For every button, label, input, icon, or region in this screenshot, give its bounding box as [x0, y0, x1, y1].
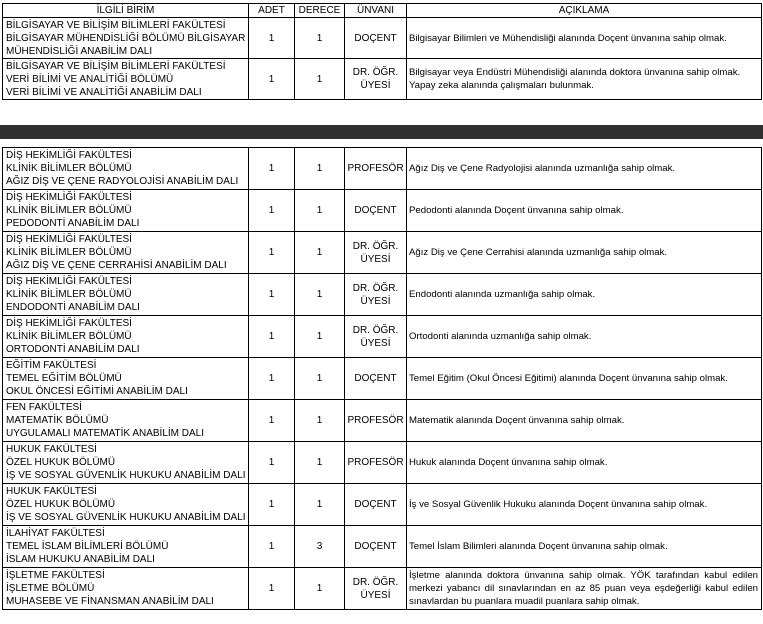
unit-cell	[3, 316, 249, 358]
table-row	[3, 18, 762, 59]
unit-line: KLİNİK BİLİMLER BÖLÜMÜ	[6, 205, 132, 216]
header-title: ÜNVANI	[345, 4, 407, 18]
unit-line: KLİNİK BİLİMLER BÖLÜMÜ	[6, 247, 132, 258]
title-line: ÜYESİ	[360, 253, 391, 265]
degree-cell: 3	[295, 526, 345, 568]
unit-line: PEDODONTİ ANABİLİM DALI	[6, 218, 140, 229]
title-line: ÜYESİ	[360, 337, 391, 349]
unit-line: VERİ BİLİMİ VE ANALİTİĞİ ANABİLİM DALI	[6, 86, 202, 98]
unit-line: VERİ BİLİMİ VE ANALİTİĞİ BÖLÜMÜ	[6, 73, 174, 85]
count-cell: 1	[249, 358, 295, 400]
unit-line: MÜHENDİSLİĞİ ANABİLİM DALI	[6, 45, 153, 57]
title-cell	[345, 568, 407, 610]
unit-cell	[3, 190, 249, 232]
unit-line: KLİNİK BİLİMLER BÖLÜMÜ	[6, 289, 132, 300]
unit-line: AĞIZ DİŞ VE ÇENE RADYOLOJİSİ ANABİLİM DALI	[6, 176, 239, 187]
degree-cell: 1	[295, 400, 345, 442]
unit-line: DİŞ HEKİMLİĞİ FAKÜLTESİ	[6, 318, 132, 329]
degree-cell: 1	[295, 274, 345, 316]
degree-cell: 1	[295, 358, 345, 400]
unit-line: TEMEL EĞİTİM BÖLÜMÜ	[6, 373, 122, 384]
degree-cell: 1	[295, 568, 345, 610]
section-divider-band	[0, 125, 763, 139]
title-line: DR. ÖĞR.	[352, 324, 399, 336]
unit-line: AĞIZ DİŞ VE ÇENE CERRAHİSİ ANABİLİM DALI	[6, 260, 227, 271]
top-table-body	[3, 18, 762, 100]
degree-cell: 1	[295, 59, 345, 100]
unit-line: OKUL ÖNCESİ EĞİTİMİ ANABİLİM DALI	[6, 386, 188, 397]
count-cell: 1	[249, 190, 295, 232]
unit-cell	[3, 232, 249, 274]
title-cell	[345, 190, 407, 232]
unit-line: ÖZEL HUKUK BÖLÜMÜ	[6, 499, 116, 510]
title-line: DOÇENT	[354, 373, 397, 384]
title-line: DOÇENT	[354, 205, 397, 216]
degree-cell: 1	[295, 190, 345, 232]
title-cell	[345, 18, 407, 59]
count-cell: 1	[249, 316, 295, 358]
description-cell: Bilgisayar veya Endüstri Mühendisliği alanında doktora ünvanına sahip olmak. Yapay zeka alanında çalışmaları bulunmak.	[407, 59, 762, 100]
unit-line: EĞİTİM FAKÜLTESİ	[6, 360, 97, 371]
title-cell	[345, 526, 407, 568]
table-row	[3, 358, 762, 400]
unit-line: İSLAM HUKUKU ANABİLİM DALI	[6, 554, 155, 565]
degree-cell: 1	[295, 148, 345, 190]
unit-line: İLAHİYAT FAKÜLTESİ	[6, 528, 105, 539]
positions-table-bottom	[2, 147, 762, 610]
title-cell	[345, 358, 407, 400]
description-cell: Ortodonti alanında uzmanlığa sahip olmak.	[407, 316, 762, 358]
unit-line: FEN FAKÜLTESİ	[6, 402, 82, 413]
unit-line: DİŞ HEKİMLİĞİ FAKÜLTESİ	[6, 150, 132, 161]
unit-line: TEMEL İSLAM BİLİMLERİ BÖLÜMÜ	[6, 541, 169, 552]
title-line: DR. ÖĞR.	[352, 576, 399, 588]
title-line: PROFESÖR	[347, 163, 404, 174]
title-cell	[345, 484, 407, 526]
table-row	[3, 442, 762, 484]
description-cell: Bilgisayar Bilimleri ve Mühendisliği alanında Doçent ünvanına sahip olmak.	[407, 18, 762, 59]
header-unit: İLGİLİ BİRİM	[3, 4, 249, 18]
header-description: AÇIKLAMA	[407, 4, 762, 18]
description-cell: İş ve Sosyal Güvenlik Hukuku alanında Doçent ünvanına sahip olmak.	[407, 484, 762, 526]
title-cell	[345, 316, 407, 358]
table-row	[3, 148, 762, 190]
title-line: PROFESÖR	[347, 415, 404, 426]
unit-cell	[3, 484, 249, 526]
unit-cell	[3, 18, 249, 59]
unit-cell	[3, 274, 249, 316]
description-cell: Temel İslam Bilimleri alanında Doçent ünvanına sahip olmak.	[407, 526, 762, 568]
title-line: DOÇENT	[354, 541, 397, 552]
title-cell	[345, 232, 407, 274]
count-cell: 1	[249, 18, 295, 59]
table-row	[3, 274, 762, 316]
description-cell: Hukuk alanında Doçent ünvanına sahip olmak.	[407, 442, 762, 484]
degree-cell: 1	[295, 18, 345, 59]
description-cell: İşletme alanında doktora ünvanına sahip olmak. YÖK tarafından kabul edilen merkezi yabancı dil sınavlarından en az 85 puan veya eşdeğerliği kabul edilen sınavlardan bu puanlara muadil puanlara sahip olmak.	[407, 568, 762, 610]
unit-line: BİLGİSAYAR VE BİLİŞİM BİLİMLERİ FAKÜLTESİ	[6, 19, 226, 31]
unit-line: İŞLETME BÖLÜMÜ	[6, 583, 95, 594]
unit-line: İŞLETME FAKÜLTESİ	[6, 570, 105, 581]
unit-line: DİŞ HEKİMLİĞİ FAKÜLTESİ	[6, 234, 132, 245]
header-count: ADET	[249, 4, 295, 18]
unit-cell	[3, 59, 249, 100]
title-line: PROFESÖR	[347, 457, 404, 468]
table-row	[3, 232, 762, 274]
title-cell	[345, 400, 407, 442]
table-row	[3, 59, 762, 100]
unit-cell	[3, 568, 249, 610]
unit-line: MATEMATİK BÖLÜMÜ	[6, 415, 109, 426]
unit-line: MUHASEBE VE FİNANSMAN ANABİLİM DALI	[6, 596, 214, 607]
title-line: DOÇENT	[354, 32, 397, 44]
title-cell	[345, 442, 407, 484]
unit-line: KLİNİK BİLİMLER BÖLÜMÜ	[6, 331, 132, 342]
description-cell: Ağız Diş ve Çene Cerrahisi alanında uzmanlığa sahip olmak.	[407, 232, 762, 274]
count-cell: 1	[249, 400, 295, 442]
unit-line: HUKUK FAKÜLTESİ	[6, 444, 97, 455]
table-row	[3, 568, 762, 610]
count-cell: 1	[249, 484, 295, 526]
description-cell: Temel Eğitim (Okul Öncesi Eğitimi) alanında Doçent ünvanına sahip olmak.	[407, 358, 762, 400]
unit-line: ORTODONTİ ANABİLİM DALI	[6, 344, 140, 355]
unit-cell	[3, 400, 249, 442]
count-cell: 1	[249, 274, 295, 316]
title-line: DOÇENT	[354, 499, 397, 510]
table-row	[3, 484, 762, 526]
unit-cell	[3, 148, 249, 190]
unit-line: ENDODONTİ ANABİLİM DALI	[6, 302, 140, 313]
degree-cell: 1	[295, 484, 345, 526]
table-row	[3, 400, 762, 442]
table-row	[3, 190, 762, 232]
unit-line: İŞ VE SOSYAL GÜVENLİK HUKUKU ANABİLİM DALI	[6, 512, 246, 523]
table-row	[3, 316, 762, 358]
degree-cell: 1	[295, 442, 345, 484]
unit-cell	[3, 442, 249, 484]
bottom-table-body	[3, 148, 762, 610]
header-row	[3, 4, 762, 18]
count-cell: 1	[249, 148, 295, 190]
title-cell	[345, 59, 407, 100]
description-cell: Matematik alanında Doçent ünvanına sahip olmak.	[407, 400, 762, 442]
title-line: DR. ÖĞR.	[352, 67, 399, 78]
title-line: DR. ÖĞR.	[352, 240, 399, 252]
description-cell: Ağız Diş ve Çene Radyolojisi alanında uzmanlığa sahip olmak.	[407, 148, 762, 190]
description-cell: Endodonti alanında uzmanlığa sahip olmak.	[407, 274, 762, 316]
description-cell: Pedodonti alanında Doçent ünvanına sahip olmak.	[407, 190, 762, 232]
title-cell	[345, 148, 407, 190]
count-cell: 1	[249, 568, 295, 610]
count-cell: 1	[249, 442, 295, 484]
unit-cell	[3, 526, 249, 568]
title-line: DR. ÖĞR.	[352, 282, 399, 294]
unit-line: KLİNİK BİLİMLER BÖLÜMÜ	[6, 163, 132, 174]
positions-table-top	[2, 3, 762, 100]
unit-line: BİLGİSAYAR VE BİLİŞİM BİLİMLERİ FAKÜLTESİ	[6, 60, 226, 72]
unit-line: HUKUK FAKÜLTESİ	[6, 486, 97, 497]
unit-line: İŞ VE SOSYAL GÜVENLİK HUKUKU ANABİLİM DALI	[6, 470, 246, 481]
unit-cell	[3, 358, 249, 400]
degree-cell: 1	[295, 232, 345, 274]
unit-line: DİŞ HEKİMLİĞİ FAKÜLTESİ	[6, 276, 132, 287]
title-line: ÜYESİ	[360, 295, 391, 307]
unit-line: ÖZEL HUKUK BÖLÜMÜ	[6, 457, 116, 468]
count-cell: 1	[249, 59, 295, 100]
title-cell	[345, 274, 407, 316]
count-cell: 1	[249, 526, 295, 568]
title-line: ÜYESİ	[360, 589, 391, 601]
unit-line: UYGULAMALI MATEMATİK ANABİLİM DALI	[6, 428, 205, 439]
unit-line: DİŞ HEKİMLİĞİ FAKÜLTESİ	[6, 192, 132, 203]
table-row	[3, 526, 762, 568]
degree-cell: 1	[295, 316, 345, 358]
header-degree: DERECE	[295, 4, 345, 18]
title-line: ÜYESİ	[360, 80, 391, 91]
count-cell: 1	[249, 232, 295, 274]
unit-line: BİLGİSAYAR MÜHENDİSLİĞİ BÖLÜMÜ BİLGİSAYAR	[6, 32, 246, 44]
